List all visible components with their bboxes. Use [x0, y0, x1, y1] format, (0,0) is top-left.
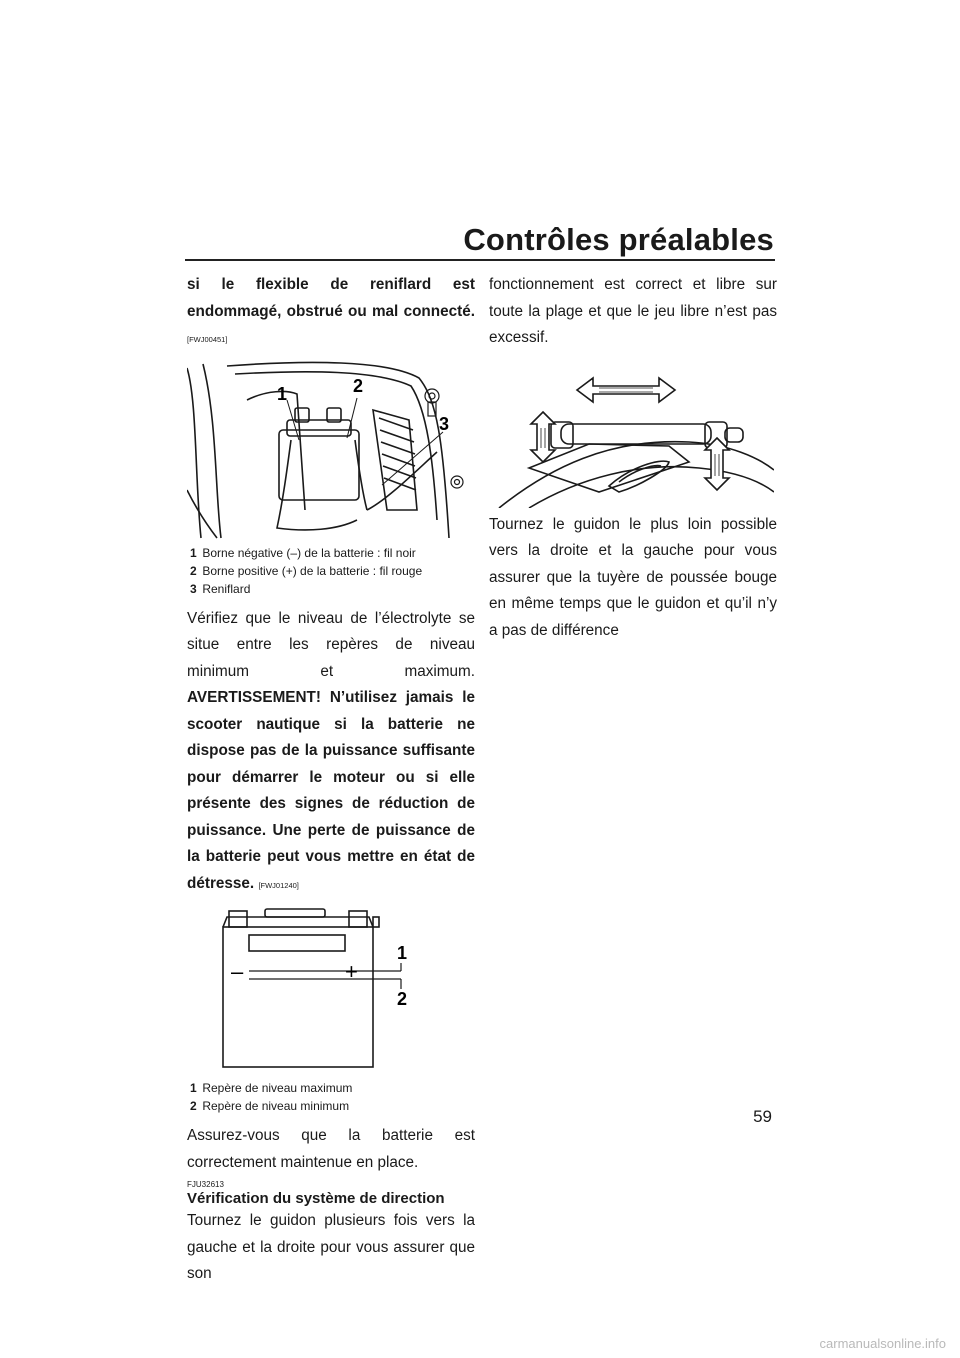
battery-compartment-illustration: [187, 360, 472, 540]
intro-warning: [187, 272, 475, 354]
fig2-callout-1: 1: [397, 943, 408, 963]
fig1-callout-2: 2: [353, 375, 364, 396]
electrolyte-warning-code: [FWJ01240]: [258, 880, 299, 890]
title-rule: [185, 259, 775, 261]
steering-continued-paragraph: fonctionnement est correct et libre sur toute la plage et que le jeu libre n’est pas excessif.: [489, 276, 777, 346]
section-code: FJU32613: [187, 1180, 224, 1189]
electrolyte-text: Vérifiez que le niveau de l’électrolyte se situe entre les repères de niveau minimum et maximum.: [187, 609, 475, 680]
steering-paragraph: Tournez le guidon plusieurs fois vers la gauche et la droite pour vous assurer que son: [187, 1212, 475, 1282]
steering-nozzle-paragraph: Tournez le guidon le plus loin possible vers la droite et la gauche pour vous assurer que la tuyère de poussée bouge en même temps que le guidon et qu’il n’y a pas de différence: [489, 515, 777, 639]
intro-warning-text: si le flexible de reniflard est endommagé, obstrué ou mal connecté.: [187, 276, 475, 320]
right-column: [489, 272, 777, 644]
section-heading: Vérification du système de direction: [187, 1190, 445, 1207]
page-title: Contrôles préalables: [463, 222, 774, 257]
intro-warning-code: [FWJ00451]: [187, 335, 228, 344]
fig1-callout-1: 1: [277, 383, 288, 404]
fig1-legend-item: 2 Borne positive (+) de la batterie : fil rouge: [190, 563, 423, 578]
handlebar-illustration: [489, 358, 774, 508]
watermark: carmanualsonline.info: [819, 1336, 946, 1351]
electrolyte-paragraph: [187, 606, 475, 900]
battery-plus-sign: +: [345, 959, 358, 984]
battery-level-illustration: [187, 905, 472, 1075]
fig2-legend-item: 2 Repère de niveau minimum: [190, 1099, 350, 1113]
battery-secure-paragraph: Assurez-vous que la batterie est correctement maintenue en place.: [187, 1127, 475, 1171]
fig1-legend: [190, 544, 475, 598]
left-column: [187, 272, 475, 1288]
fig2-legend: [190, 1079, 475, 1115]
fig1-legend-item: 3 Reniflard: [190, 581, 251, 596]
fig2-legend-item: 1 Repère de niveau maximum: [190, 1081, 353, 1095]
electrolyte-warning: AVERTISSEMENT! N’utilisez jamais le scooter nautique si la batterie ne dispose pas de la puissance suffisante pour démarrer le moteur ou si elle présente des signes de réduction de puissance. Une perte de puissance de la batterie peut vous mettre en état de détresse.: [187, 689, 475, 892]
battery-minus-sign: –: [231, 959, 244, 984]
fig1-callout-3: 3: [439, 413, 450, 434]
page-number: 59: [753, 1107, 772, 1126]
fig2-callout-2: 2: [397, 989, 408, 1009]
fig1-legend-item: 1 Borne négative (–) de la batterie : fil noir: [190, 545, 416, 560]
